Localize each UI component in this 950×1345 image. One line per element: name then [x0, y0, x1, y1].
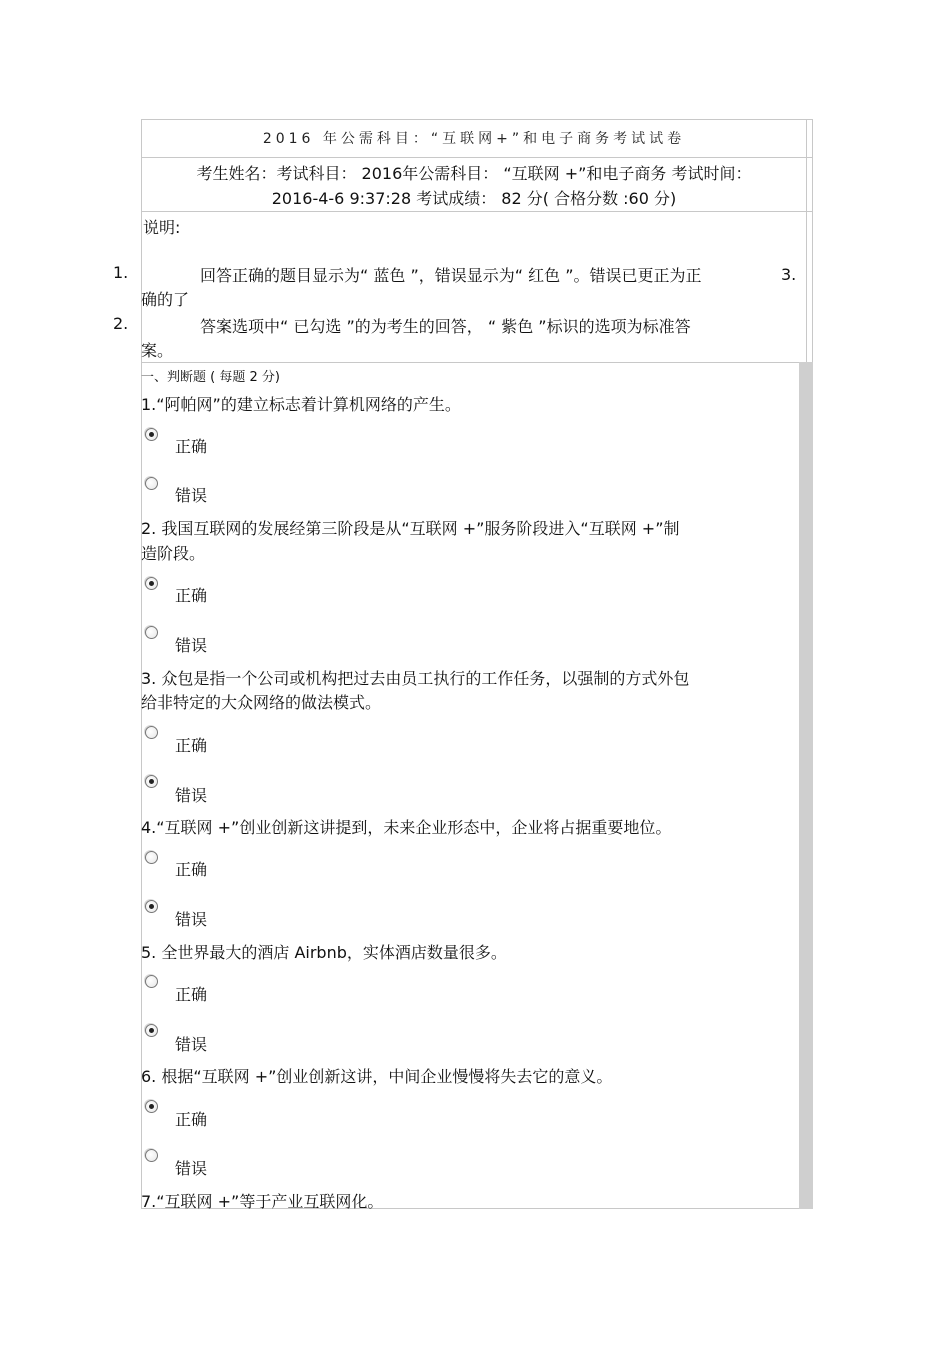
question-1-false-radio[interactable] [145, 477, 158, 490]
question-5-false-label: 错误 [175, 1035, 208, 1054]
question-2-true-label: 正确 [175, 586, 208, 605]
question-3-text: 3. 众包是指一个公司或机构把过去由员工执行的工作任务，以强制的方式外包 [141, 669, 690, 688]
question-6-false-label: 错误 [175, 1159, 208, 1178]
instruction-1-number: 1. [113, 263, 129, 282]
question-1-true-radio[interactable] [145, 428, 158, 441]
question-4-true-label: 正确 [175, 860, 208, 879]
question-4-true-radio[interactable] [145, 851, 158, 864]
question-3-true-radio[interactable] [145, 726, 158, 739]
question-2-false-label: 错误 [175, 636, 208, 655]
question-3-false-label: 错误 [175, 786, 208, 805]
instruction-1-text: 回答正确的题目显示为“ 蓝色 ”，错误显示为“ 红色 ”。错误已更正为正 [200, 266, 702, 285]
divider [141, 157, 813, 158]
question-2-true-radio[interactable] [145, 577, 158, 590]
question-4-text: 4.“互联网 +”创业创新这讲提到，未来企业形态中，企业将占据重要地位。 [141, 818, 672, 837]
frame-inner-border [806, 119, 807, 362]
instruction-1-continuation: 确的了 [141, 290, 190, 309]
instructions-label: 说明: [143, 218, 181, 237]
question-6-false-radio[interactable] [145, 1149, 158, 1162]
question-2-text-continuation: 造阶段。 [141, 544, 206, 563]
question-5-true-label: 正确 [175, 985, 208, 1004]
question-1-false-label: 错误 [175, 486, 208, 505]
question-6-true-label: 正确 [175, 1110, 208, 1129]
exam-info-line-2: 2016-4-6 9:37:28 考试成绩： 82 分( 合格分数 :60 分) [271, 189, 677, 208]
question-2-false-radio[interactable] [145, 626, 158, 639]
question-6-true-radio[interactable] [145, 1100, 158, 1113]
question-1-text: 1.“阿帕网”的建立标志着计算机网络的产生。 [141, 395, 461, 414]
question-4-false-radio[interactable] [145, 900, 158, 913]
instruction-2-text: 答案选项中“ 已勾选 ”的为考生的回答， “ 紫色 ”标识的选项为标准答 [200, 317, 691, 336]
instruction-2-continuation: 案。 [141, 341, 174, 360]
question-2-text: 2. 我国互联网的发展经第三阶段是从“互联网 +”服务阶段进入“互联网 +”制 [141, 519, 680, 538]
question-5-true-radio[interactable] [145, 975, 158, 988]
vertical-scrollbar[interactable] [799, 362, 813, 1209]
question-1-true-label: 正确 [175, 437, 208, 456]
exam-title: 2016 年公需科目：“互联网+”和电子商务考试试卷 [262, 131, 686, 147]
divider [141, 362, 813, 363]
question-5-false-radio[interactable] [145, 1024, 158, 1037]
question-3-text-continuation: 给非特定的大众网络的做法模式。 [141, 693, 382, 712]
question-3-true-label: 正确 [175, 736, 208, 755]
question-3-false-radio[interactable] [145, 775, 158, 788]
instruction-3-number: 3. [781, 265, 797, 284]
exam-info-line-1: 考生姓名：考试科目： 2016年公需科目： “互联网 +”和电子商务 考试时间： [196, 164, 752, 183]
divider [141, 211, 813, 212]
question-7-text: 7.“互联网 +”等于产业互联网化。 [141, 1192, 384, 1211]
question-5-text: 5. 全世界最大的酒店 Airbnb，实体酒店数量很多。 [141, 943, 507, 962]
instruction-2-number: 2. [113, 314, 129, 333]
question-6-text: 6. 根据“互联网 +”创业创新这讲，中间企业慢慢将失去它的意义。 [141, 1067, 613, 1086]
question-4-false-label: 错误 [175, 910, 208, 929]
section-heading: 一、判断题 ( 每题 2 分) [141, 370, 280, 385]
